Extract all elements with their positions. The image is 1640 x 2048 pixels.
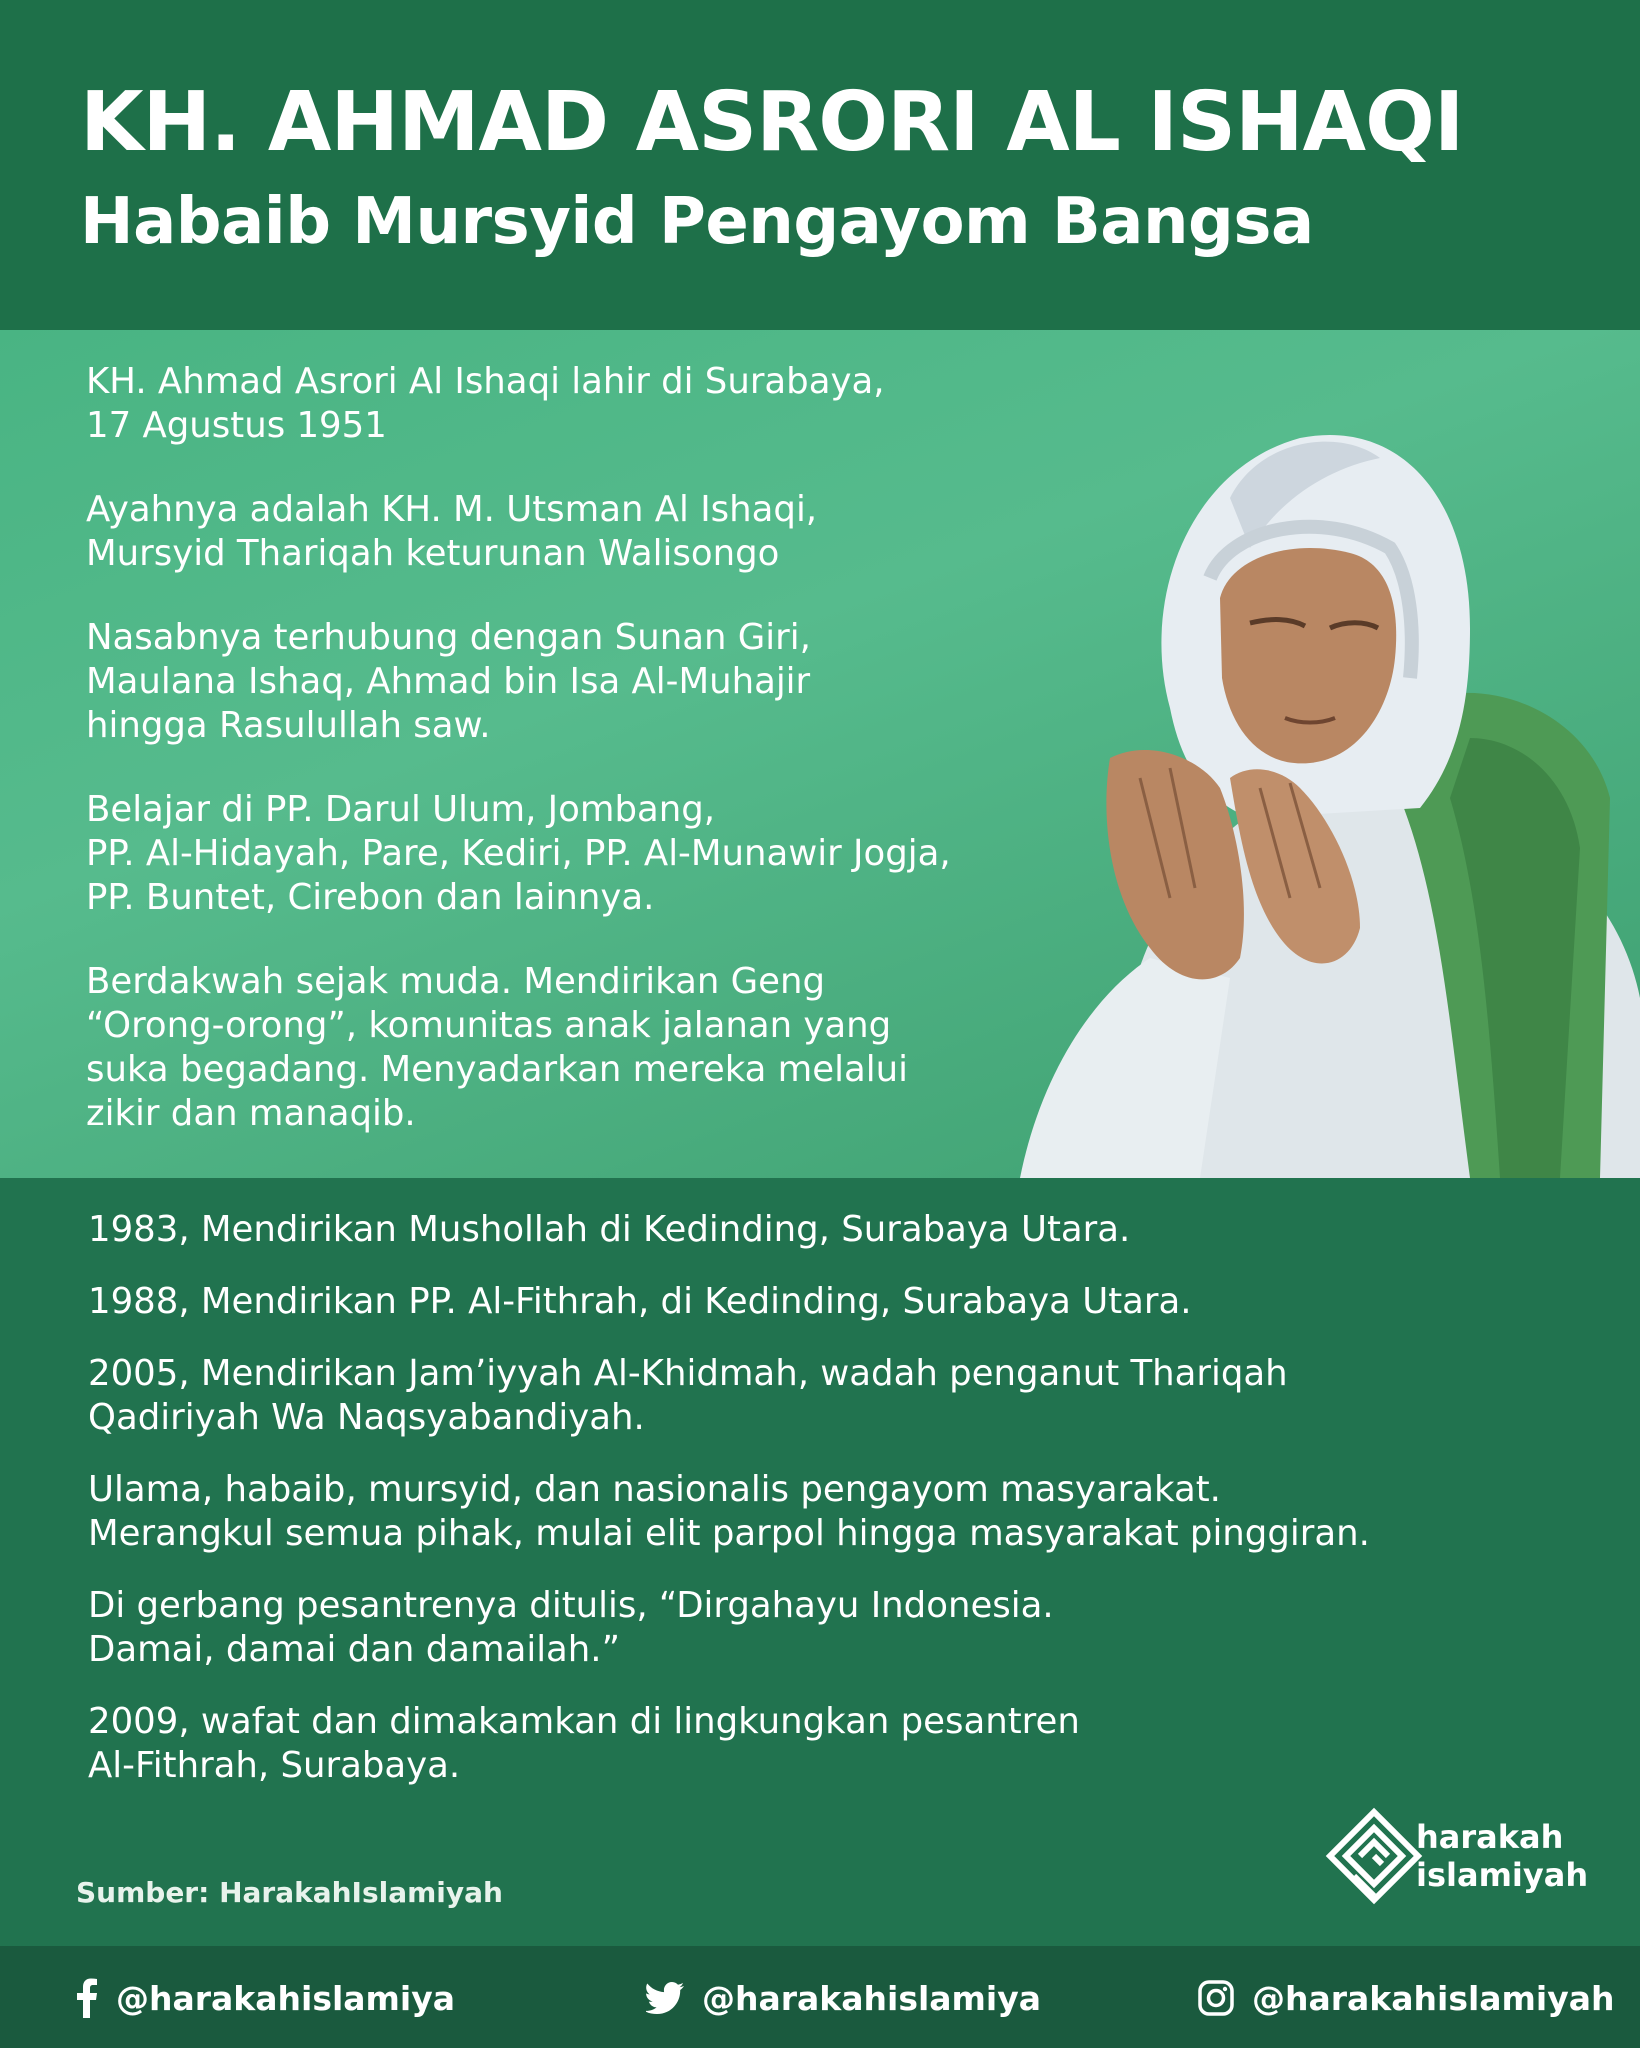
page-subtitle: Habaib Mursyid Pengayom Bangsa	[80, 185, 1314, 259]
instagram-icon	[1198, 1980, 1234, 2016]
facebook-icon	[76, 1978, 98, 2018]
timeline-section	[0, 1178, 1640, 1946]
instagram-handle: @harakahislamiyah	[1252, 1978, 1615, 2018]
bio-paragraph-dakwah: Berdakwah sejak muda. Mendirikan Geng “Orong-orong”, komunitas anak jalanan yang suka begadang. Menyadarkan mereka melalui zikir dan manaqib.	[86, 961, 908, 1134]
timeline-list	[88, 1208, 1568, 1816]
brand-logo	[1324, 1806, 1589, 1916]
social-footer	[0, 1946, 1640, 2048]
bio-paragraph-birth: KH. Ahmad Asrori Al Ishaqi lahir di Surabaya, 17 Agustus 1951	[86, 361, 885, 446]
bio-paragraph-father: Ayahnya adalah KH. M. Utsman Al Ishaqi, Mursyid Thariqah keturunan Walisongo	[86, 489, 818, 574]
timeline-item-gerbang: Di gerbang pesantrenya ditulis, “Dirgahayu Indonesia. Damai, damai dan damailah.”	[88, 1585, 1054, 1670]
page-title: KH. AHMAD ASRORI AL ISHAQI	[80, 75, 1464, 170]
timeline-item-1983: 1983, Mendirikan Mushollah di Kedinding, Surabaya Utara.	[88, 1209, 1131, 1250]
timeline-item-1988: 1988, Mendirikan PP. Al-Fithrah, di Kedinding, Surabaya Utara.	[88, 1281, 1192, 1322]
facebook-link[interactable]	[76, 1974, 455, 2022]
facebook-handle: @harakahislamiya	[116, 1978, 456, 2018]
timeline-item-2009: 2009, wafat dan dimakamkan di lingkungkan pesantren Al-Fithrah, Surabaya.	[88, 1701, 1080, 1786]
timeline-item-ulama: Ulama, habaib, mursyid, dan nasionalis pengayom masyarakat. Merangkul semua pihak, mulai elit parpol hingga masyarakat pinggiran.	[88, 1469, 1370, 1554]
twitter-icon	[646, 1982, 684, 2014]
kufic-square-logo-icon	[1324, 1806, 1424, 1916]
header	[0, 0, 1640, 330]
bio-section	[0, 330, 1640, 1178]
twitter-handle: @harakahislamiya	[702, 1978, 1042, 2018]
twitter-link[interactable]	[646, 1974, 1041, 2022]
bio-text	[86, 360, 1046, 1176]
bio-paragraph-lineage: Nasabnya terhubung dengan Sunan Giri, Maulana Ishaq, Ahmad bin Isa Al-Muhajir hingga Rasulullah saw.	[86, 617, 811, 746]
timeline-item-2005: 2005, Mendirikan Jam’iyyah Al-Khidmah, wadah penganut Thariqah Qadiriyah Wa Naqsyabandiyah.	[88, 1353, 1288, 1438]
source-credit: Sumber: HarakahIslamiyah	[76, 1876, 503, 1909]
brand-name: harakah islamiyah	[1416, 1818, 1589, 1894]
instagram-link[interactable]	[1198, 1974, 1615, 2022]
bio-paragraph-education: Belajar di PP. Darul Ulum, Jombang, PP. Al-Hidayah, Pare, Kediri, PP. Al-Munawir Jogja, PP. Buntet, Cirebon dan lainnya.	[86, 789, 951, 918]
portrait-illustration	[1000, 378, 1640, 1178]
